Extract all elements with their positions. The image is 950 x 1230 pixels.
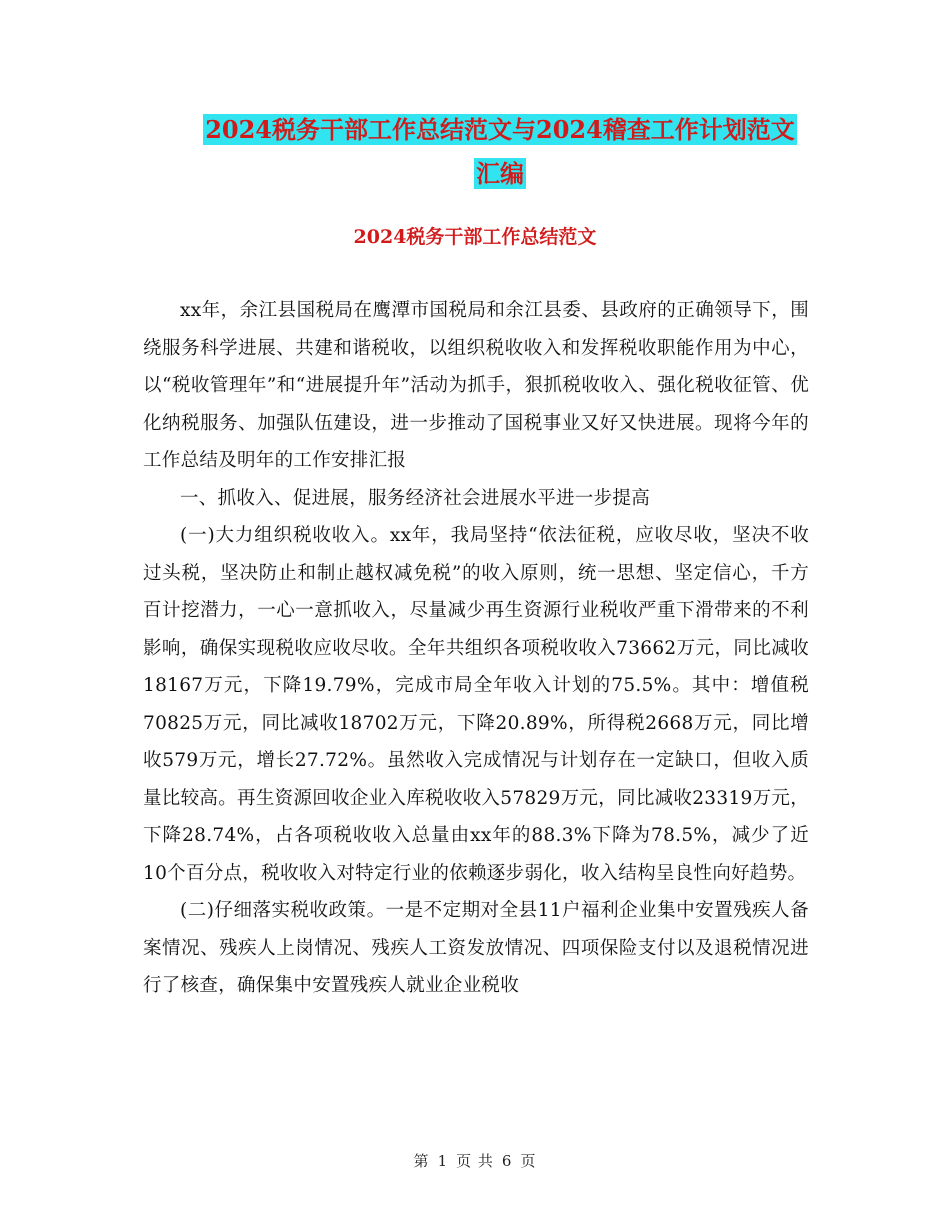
paragraph-intro: xx年，余江县国税局在鹰潭市国税局和余江县委、县政府的正确领导下，围绕服务科学进展、共建和谐税收，以组织税收收入和发挥税收职能作用为中心，以“税收管理年”和“进展提升年”活动为抓手，狠抓税收收入、强化税收征管、优化纳税服务、加强队伍建设，进一步推动了国税事业又好又快进展。现将今年的工作总结及明年的工作安排汇报 bbox=[143, 300, 809, 471]
paragraph-policy: (二)仔细落实税收政策。一是不定期对全县11户福利企业集中安置残疾人备案情况、残疾人上岗情况、残疾人工资发放情况、四项保险支付以及退税情况进行了核查，确保集中安置残疾人就业企业税收 bbox=[143, 900, 809, 996]
footer-prefix: 第 bbox=[413, 1152, 430, 1170]
footer-mid: 页 共 bbox=[456, 1152, 494, 1170]
document-title-line-1 bbox=[150, 110, 850, 150]
section-title: 2024税务干部工作总结范文 bbox=[353, 226, 597, 248]
document-title-text-1: 2024税务干部工作总结范文与2024稽查工作计划范文 bbox=[205, 115, 795, 144]
paragraph-heading-1: 一、抓收入、促进展，服务经济社会进展水平进一步提高 bbox=[180, 487, 651, 509]
footer-total-pages: 6 bbox=[501, 1152, 513, 1170]
page-footer bbox=[0, 1150, 950, 1171]
document-title-text-2: 汇编 bbox=[476, 159, 524, 188]
paragraph-revenue: (一)大力组织税收收入。xx年，我局坚持“依法征税，应收尽收，坚决不收过头税，坚决防止和制止越权减免税”的收入原则，统一思想、坚定信心，千方百计挖潜力，一心一意抓收入，尽量减少再生资源行业税收严重下滑带来的不利影响，确保实现税收应收尽收。全年共组织各项税收收入73662万元，同比减收18167万元，下降19.79%，完成市局全年收入计划的75.5%。其中：增值税70825万元，同比减收18702万元，下降20.89%，所得税2668万元，同比增收579万元，增长27.72%。虽然收入完成情况与计划存在一定缺口，但收入质量比较高。再生资源回收企业入库税收收入57829万元，同比减收23319万元，下降28.74%，占各项税收收入总量由xx年的88.3%下降为78.5%，减少了近10个百分点，税收收入对特定行业的依赖逐步弱化，收入结构呈良性向好趋势。 bbox=[143, 525, 809, 884]
footer-current-page: 1 bbox=[437, 1152, 449, 1170]
footer-suffix: 页 bbox=[520, 1152, 537, 1170]
document-title-line-2 bbox=[150, 154, 850, 194]
document-body bbox=[143, 292, 809, 1005]
